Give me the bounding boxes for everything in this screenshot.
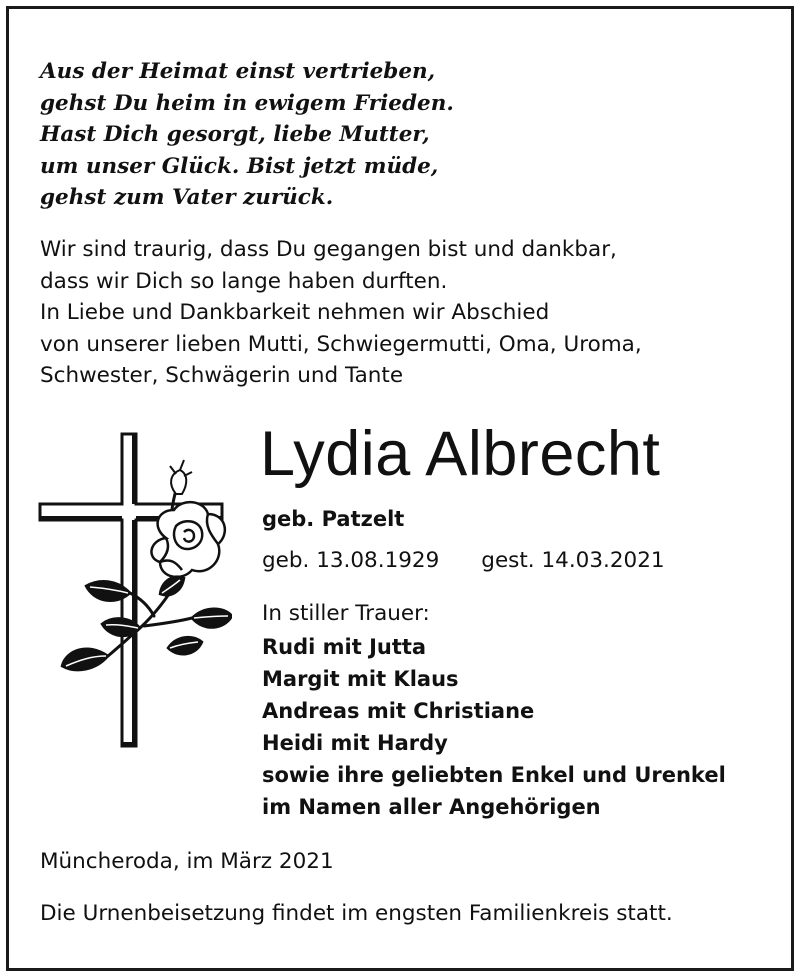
- life-dates: [262, 545, 665, 577]
- leaf-icon: [62, 577, 232, 670]
- mourner: im Namen aller Angehörigen: [262, 795, 601, 819]
- deceased-name: Lydia Albrecht: [260, 419, 661, 489]
- place-date: Müncheroda, im März 2021: [40, 849, 334, 874]
- death-date: gest. 14.03.2021: [481, 548, 665, 573]
- intro-line: Wir sind traurig, dass Du gegangen bist und dankbar,: [40, 237, 617, 262]
- maiden-name: geb. Patzelt: [262, 507, 405, 531]
- intro-line: Schwester, Schwägerin und Tante: [40, 363, 404, 388]
- poem: [40, 56, 454, 214]
- poem-line: gehst Du heim in ewigem Frieden.: [40, 90, 454, 116]
- mourner: sowie ihre geliebten Enkel und Urenkel: [262, 763, 726, 787]
- birth-date: geb. 13.08.1929: [262, 548, 440, 573]
- poem-line: Aus der Heimat einst vertrieben,: [40, 59, 436, 84]
- cross-with-rose-icon: [36, 430, 232, 752]
- mourner: Margit mit Klaus: [262, 667, 459, 691]
- poem-line: um unser Glück. Bist jetzt müde,: [40, 153, 439, 179]
- intro-text: [40, 234, 642, 392]
- intro-line: von unserer lieben Mutti, Schwiegermutti, Oma, Uroma,: [40, 331, 642, 357]
- mourner: Rudi mit Jutta: [262, 635, 427, 659]
- intro-line: dass wir Dich so lange haben durften.: [40, 268, 448, 294]
- poem-line: Hast Dich gesorgt, liebe Mutter,: [40, 122, 430, 147]
- mourners-list: [262, 631, 726, 823]
- cross-icon: [40, 434, 222, 746]
- mourner: Heidi mit Hardy: [262, 731, 448, 755]
- mourner: Andreas mit Christiane: [262, 699, 535, 723]
- intro-line: In Liebe und Dankbarkeit nehmen wir Abschied: [40, 300, 550, 325]
- rose-bud-icon: [170, 460, 192, 494]
- burial-note: Die Urnenbeisetzung findet im engsten Familienkreis statt.: [40, 901, 673, 926]
- poem-line: gehst zum Vater zurück.: [40, 185, 334, 210]
- mourning-label: In stiller Trauer:: [262, 601, 430, 626]
